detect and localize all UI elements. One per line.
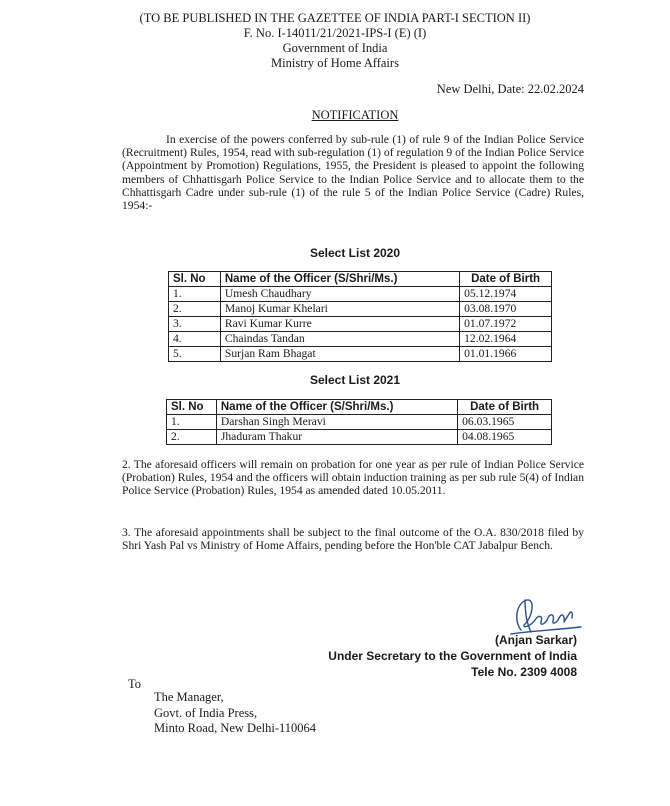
col-header-dob: Date of Birth — [458, 400, 552, 415]
paragraph-1: In exercise of the powers conferred by sub-rule (1) of rule 9 of the Indian Police Service (Recruitment) Rules, 1954, read with sub-regulation (1) of regulation 9 of the Indian Police Service (Appointment by Promotion) Regulations, 1955, the President is pleased to appoint the following members of Chhattisgarh Police Service to the Indian Police Service and to allocate them to the Chhattisgarh Cadre under sub-rule (1) of the rule 5 of the Indian Police Service (Cadre) Rules, 1954:- — [122, 133, 584, 213]
col-header-name: Name of the Officer (S/Shri/Ms.) — [216, 400, 457, 415]
select-list-2020-title: Select List 2020 — [309, 246, 401, 260]
select-list-2021-table — [166, 399, 552, 445]
cell-name: Surjan Ram Bhagat — [220, 347, 459, 362]
table-row — [169, 332, 552, 347]
col-header-name: Name of the Officer (S/Shri/Ms.) — [220, 272, 459, 287]
table-row — [169, 317, 552, 332]
cell-slno: 1. — [167, 415, 217, 430]
gazette-header: (TO BE PUBLISHED IN THE GAZETTEE OF INDIA PART-I SECTION II) — [139, 11, 531, 25]
cell-dob: 01.07.1972 — [460, 317, 552, 332]
cell-name: Darshan Singh Meravi — [216, 415, 457, 430]
select-list-2021-title: Select List 2021 — [309, 373, 401, 387]
paragraph-2: 2. The aforesaid officers will remain on probation for one year as per rule of Indian Police Service (Probation) Rules, 1954 and the officers will obtain induction training as per sub rule 5(4) of Indian Police Service (Probation) Rules, 1954 as amended dated 10.05.2011. — [122, 458, 584, 498]
cell-dob: 04.08.1965 — [458, 430, 552, 445]
cell-dob: 01.01.1966 — [460, 347, 552, 362]
cell-slno: 2. — [169, 302, 221, 317]
cell-slno: 4. — [169, 332, 221, 347]
government-name: Government of India — [282, 41, 388, 55]
cell-dob: 12.02.1964 — [460, 332, 552, 347]
cell-name: Ravi Kumar Kurre — [220, 317, 459, 332]
notification-title: NOTIFICATION — [311, 108, 399, 122]
col-header-slno: Sl. No — [169, 272, 221, 287]
signatory-telephone: Tele No. 2309 4008 — [471, 665, 577, 679]
cell-dob: 06.03.1965 — [458, 415, 552, 430]
recipient-line-3: Minto Road, New Delhi-110064 — [154, 721, 317, 735]
cell-name: Chaindas Tandan — [220, 332, 459, 347]
table-row — [167, 415, 552, 430]
signatory-name: (Anjan Sarkar) — [494, 633, 577, 647]
cell-slno: 2. — [167, 430, 217, 445]
signatory-designation: Under Secretary to the Government of India — [328, 649, 577, 663]
cell-slno: 1. — [169, 287, 221, 302]
recipient-line-1: The Manager, — [154, 690, 224, 704]
table-header-row — [169, 272, 552, 287]
cell-name: Jhaduram Thakur — [216, 430, 457, 445]
cell-dob: 03.08.1970 — [460, 302, 552, 317]
file-number: F. No. I-14011/21/2021-IPS-I (E) (I) — [243, 26, 427, 40]
cell-slno: 5. — [169, 347, 221, 362]
paragraph-3: 3. The aforesaid appointments shall be subject to the final outcome of the O.A. 830/2018 filed by Shri Yash Pal vs Ministry of Home Affairs, pending before the Hon'ble CAT Jabalpur Bench. — [122, 526, 584, 553]
table-header-row — [167, 400, 552, 415]
cell-name: Manoj Kumar Khelari — [220, 302, 459, 317]
col-header-slno: Sl. No — [167, 400, 217, 415]
table-row — [169, 302, 552, 317]
cell-dob: 05.12.1974 — [460, 287, 552, 302]
date-line: New Delhi, Date: 22.02.2024 — [436, 82, 584, 96]
cell-name: Umesh Chaudhary — [220, 287, 459, 302]
table-row — [169, 287, 552, 302]
table-row — [167, 430, 552, 445]
select-list-2020-table — [168, 271, 552, 362]
ministry-name: Ministry of Home Affairs — [271, 56, 399, 70]
recipient-address — [154, 690, 316, 737]
recipient-line-2: Govt. of India Press, — [154, 705, 258, 720]
table-row — [169, 347, 552, 362]
to-label: To — [128, 677, 142, 691]
handwritten-signature-icon — [507, 594, 587, 638]
cell-slno: 3. — [169, 317, 221, 332]
col-header-dob: Date of Birth — [460, 272, 552, 287]
